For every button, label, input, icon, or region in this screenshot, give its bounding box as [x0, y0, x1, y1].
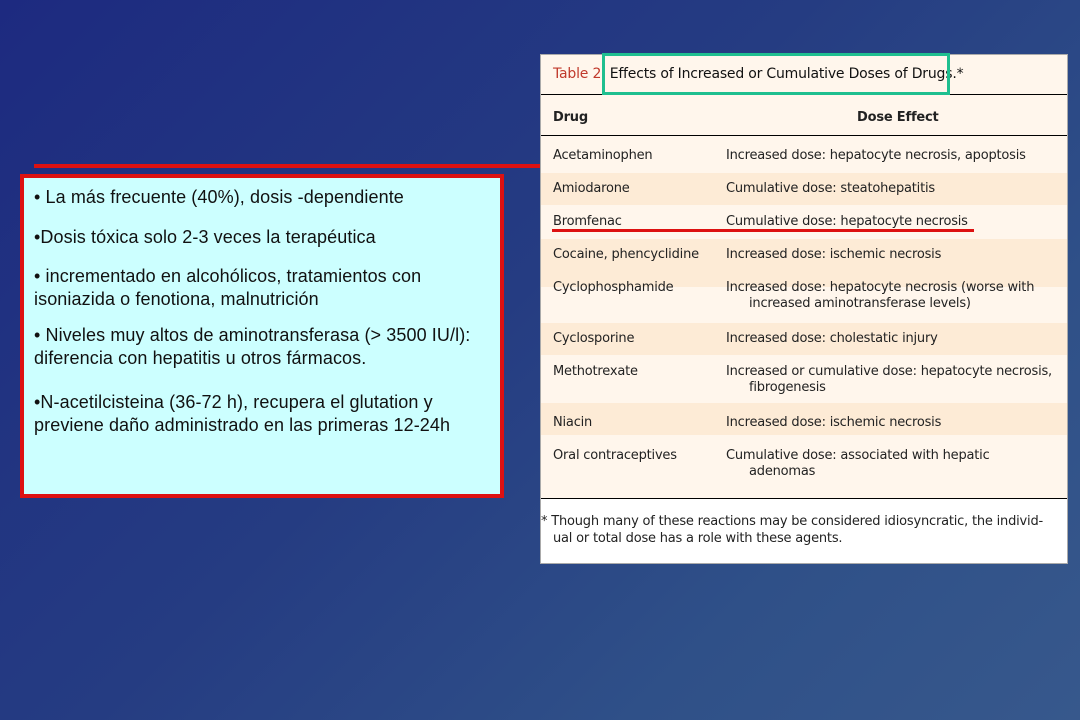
title-highlight-box — [602, 53, 950, 95]
table-row-drug: Cyclophosphamide — [553, 280, 674, 295]
table-row-drug: Cyclosporine — [553, 331, 635, 346]
table-heading: Effects of Increased or Cumulative Doses of Drugs.* — [609, 66, 964, 82]
drug-table-panel — [540, 54, 1068, 564]
bullet-item: •N-acetilcisteina (36-72 h), recupera el glutation y previene daño administrado en las primeras 12-24h — [34, 392, 451, 435]
notes-text-box — [20, 174, 504, 498]
table-row-drug: Amiodarone — [553, 181, 630, 196]
table-row-effect: Increased dose: ischemic necrosis — [726, 415, 942, 430]
bullet-item: • Niveles muy altos de aminotransferasa (> 3500 IU/l): diferencia con hepatitis u otros fármacos. — [34, 325, 471, 368]
table-row-effect: Cumulative dose: steatohepatitis — [726, 181, 935, 196]
table-row-effect: Increased dose: hepatocyte necrosis (worse with increased aminotransferase levels) — [726, 280, 1035, 311]
table-rule — [541, 498, 1067, 499]
table-row-effect: Cumulative dose: associated with hepatic adenomas — [726, 448, 990, 479]
table-row-drug: Bromfenac — [553, 214, 622, 229]
table-row-drug: Acetaminophen — [553, 148, 653, 163]
table-row-effect: Increased dose: ischemic necrosis — [726, 247, 942, 262]
table-label: Table 2. — [553, 66, 606, 82]
table-row-drug: Cocaine, phencyclidine — [553, 247, 699, 262]
table-row-effect: Cumulative dose: hepatocyte necrosis — [726, 214, 968, 229]
bullet-item: • La más frecuente (40%), dosis -dependiente — [34, 187, 404, 207]
bullet-item: •Dosis tóxica solo 2-3 veces la terapéutica — [34, 227, 376, 247]
table-row-effect: Increased or cumulative dose: hepatocyte necrosis, fibrogenesis — [726, 364, 1052, 395]
table-row-effect: Increased dose: hepatocyte necrosis, apoptosis — [726, 148, 1026, 163]
table-footnote: * Though many of these reactions may be considered idiosyncratic, the individ- ual or total dose has a role with these agents. — [541, 514, 1044, 546]
table-row-effect: Increased dose: cholestatic injury — [726, 331, 938, 346]
bullet-item: • incrementado en alcohólicos, tratamientos con isoniazida o fenotiona, malnutrición — [34, 266, 422, 309]
table-row-drug: Oral contraceptives — [553, 448, 677, 463]
table-area — [541, 55, 1067, 499]
column-header-effect: Dose Effect — [857, 110, 939, 125]
table-rule — [541, 135, 1067, 136]
column-header-drug: Drug — [553, 110, 588, 125]
row-underline — [552, 229, 974, 232]
table-row-drug: Niacin — [553, 415, 593, 430]
table-row-drug: Methotrexate — [553, 364, 638, 379]
